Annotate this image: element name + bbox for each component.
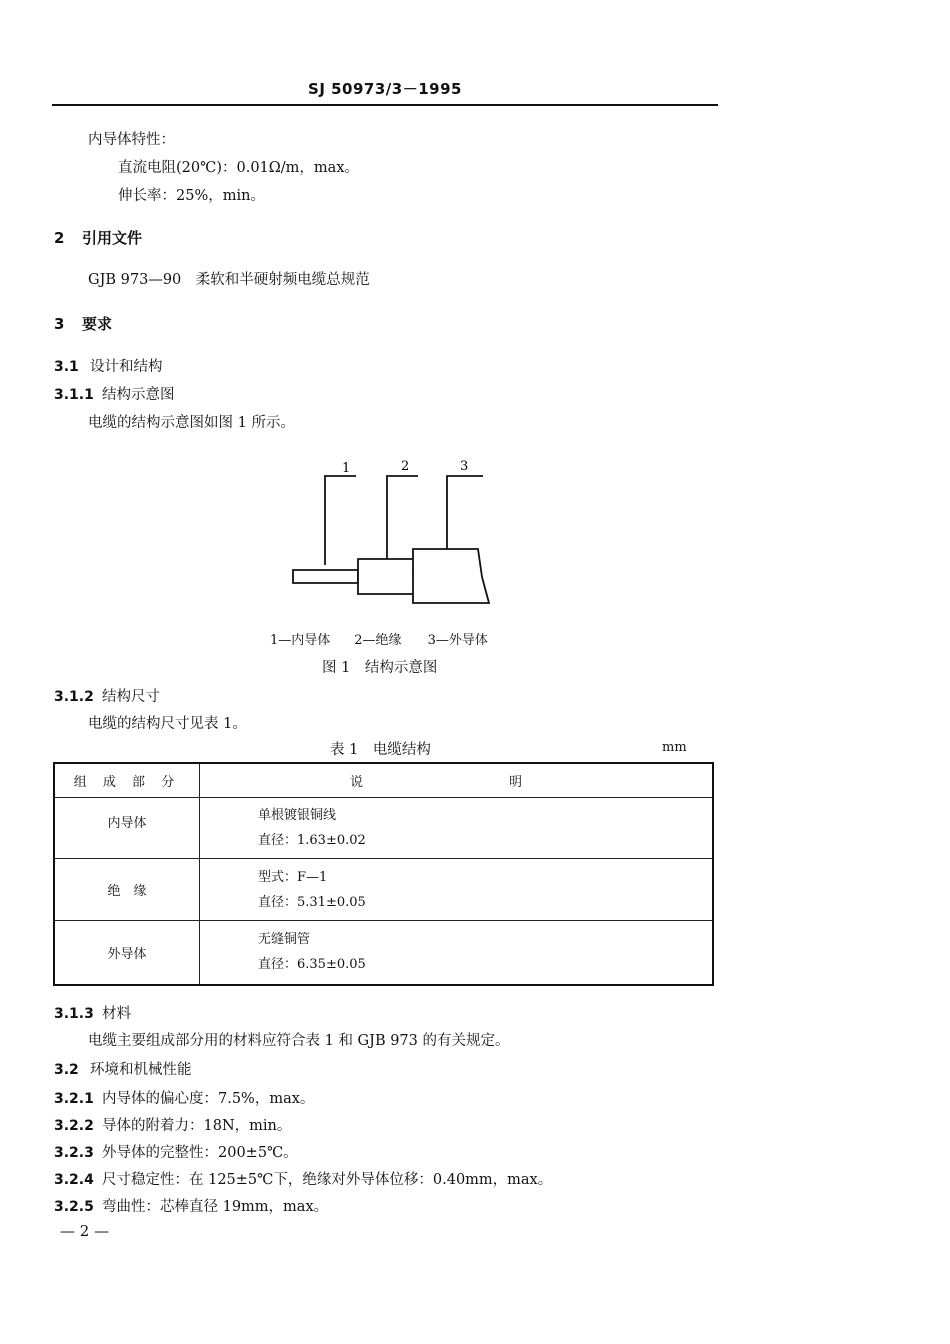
intro-line-elongation: 伸长率：25%，min。 (118, 188, 265, 204)
cable-structure-table (53, 762, 714, 986)
section-3-1-3-title: 材料 (102, 1006, 131, 1022)
legend-insulation: 2—绝缘 (354, 633, 402, 648)
row-part-insulation: 绝 缘 (54, 859, 200, 921)
section-3-2-number: 3.2 (54, 1062, 79, 1078)
table-row (54, 859, 713, 921)
section-3-1-2-heading (54, 685, 160, 706)
section-3-1-1-title: 结构示意图 (102, 387, 175, 403)
section-3-1-3-number: 3.1.3 (54, 1006, 94, 1022)
section-3-1-2-title: 结构尺寸 (102, 689, 160, 705)
leader-line-3 (447, 476, 483, 550)
row-part-outer-conductor: 外导体 (54, 921, 200, 985)
list-item: 3.2.4 尺寸稳定性：在 125±5℃下，绝缘对外导体位移：0.40mm，max。 (54, 1172, 553, 1188)
leader-line-1 (325, 476, 356, 565)
inner-conductor-shape (293, 570, 358, 583)
table-header-row (54, 763, 713, 798)
figure-legend (270, 629, 488, 648)
intro-title: 内导体特性： (88, 132, 175, 148)
section-3-heading (54, 313, 112, 334)
header-description: 说 明 (200, 763, 714, 798)
document-code-header: SJ 50973/3－1995 (308, 80, 462, 98)
section-3-2-heading (54, 1058, 192, 1079)
figure-label-1: 1 (342, 461, 351, 476)
leader-line-2 (387, 476, 418, 559)
desc-line: 无缝铜管 (258, 932, 311, 947)
section-3-1-3-heading (54, 1002, 131, 1023)
intro-line-resistance: 直流电阻(20℃)：0.01Ω/m，max。 (118, 160, 359, 176)
list-item: 3.2.2 导体的附着力：18N，min。 (54, 1118, 292, 1134)
section-3-1-1-text: 电缆的结构示意图如图 1 所示。 (88, 415, 295, 431)
section-3-1-1-number: 3.1.1 (54, 387, 94, 403)
table-unit: mm (662, 740, 687, 755)
section-3-1-number: 3.1 (54, 359, 79, 375)
section-3-1-2-number: 3.1.2 (54, 689, 94, 705)
list-item: 3.2.3 外导体的完整性：200±5℃。 (54, 1145, 298, 1161)
desc-line: 直径：6.35±0.05 (258, 957, 366, 972)
figure-label-2: 2 (401, 459, 410, 474)
desc-line: 直径：1.63±0.02 (258, 833, 366, 848)
page-number: — 2 — (60, 1222, 110, 1240)
figure-caption: 图 1 结构示意图 (322, 660, 438, 676)
desc-line: 直径：5.31±0.05 (258, 895, 366, 910)
list-item: 3.2.5 弯曲性：芯棒直径 19mm，max。 (54, 1199, 329, 1215)
figure-label-3: 3 (460, 459, 469, 474)
row-part-inner-conductor: 内导体 (54, 798, 200, 859)
legend-inner-conductor: 1—内导体 (270, 633, 331, 648)
section-3-1-2-text: 电缆的结构尺寸见表 1。 (88, 716, 247, 732)
section-3-1-1-heading (54, 383, 175, 404)
section-2-title: 引用文件 (82, 229, 143, 247)
row-desc-inner-conductor (200, 798, 714, 859)
legend-outer-conductor: 3—外导体 (427, 633, 488, 648)
reference-document: GJB 973—90 柔软和半硬射频电缆总规范 (88, 272, 370, 288)
row-desc-outer-conductor (200, 921, 714, 985)
cable-structure-diagram (280, 455, 510, 615)
header-rule (52, 104, 718, 106)
section-3-number: 3 (54, 315, 65, 333)
section-3-1-title: 设计和结构 (90, 359, 163, 375)
header-component: 组 成 部 分 (54, 763, 200, 798)
row-desc-insulation (200, 859, 714, 921)
desc-line: 单根镀银铜线 (258, 808, 337, 823)
section-3-1-3-text: 电缆主要组成部分用的材料应符合表 1 和 GJB 973 的有关规定。 (88, 1033, 510, 1049)
section-2-heading (54, 227, 142, 248)
section-2-number: 2 (54, 229, 65, 247)
section-3-2-title: 环境和机械性能 (90, 1062, 192, 1078)
section-3-title: 要求 (82, 315, 113, 333)
section-3-1-heading (54, 355, 163, 376)
outer-conductor-shape (413, 549, 489, 603)
table-row (54, 798, 713, 859)
table-row (54, 921, 713, 985)
insulation-shape (358, 559, 418, 594)
desc-line: 型式：F—1 (258, 870, 328, 885)
list-item: 3.2.1 内导体的偏心度：7.5%，max。 (54, 1091, 315, 1107)
table-caption: 表 1 电缆结构 (330, 742, 431, 758)
